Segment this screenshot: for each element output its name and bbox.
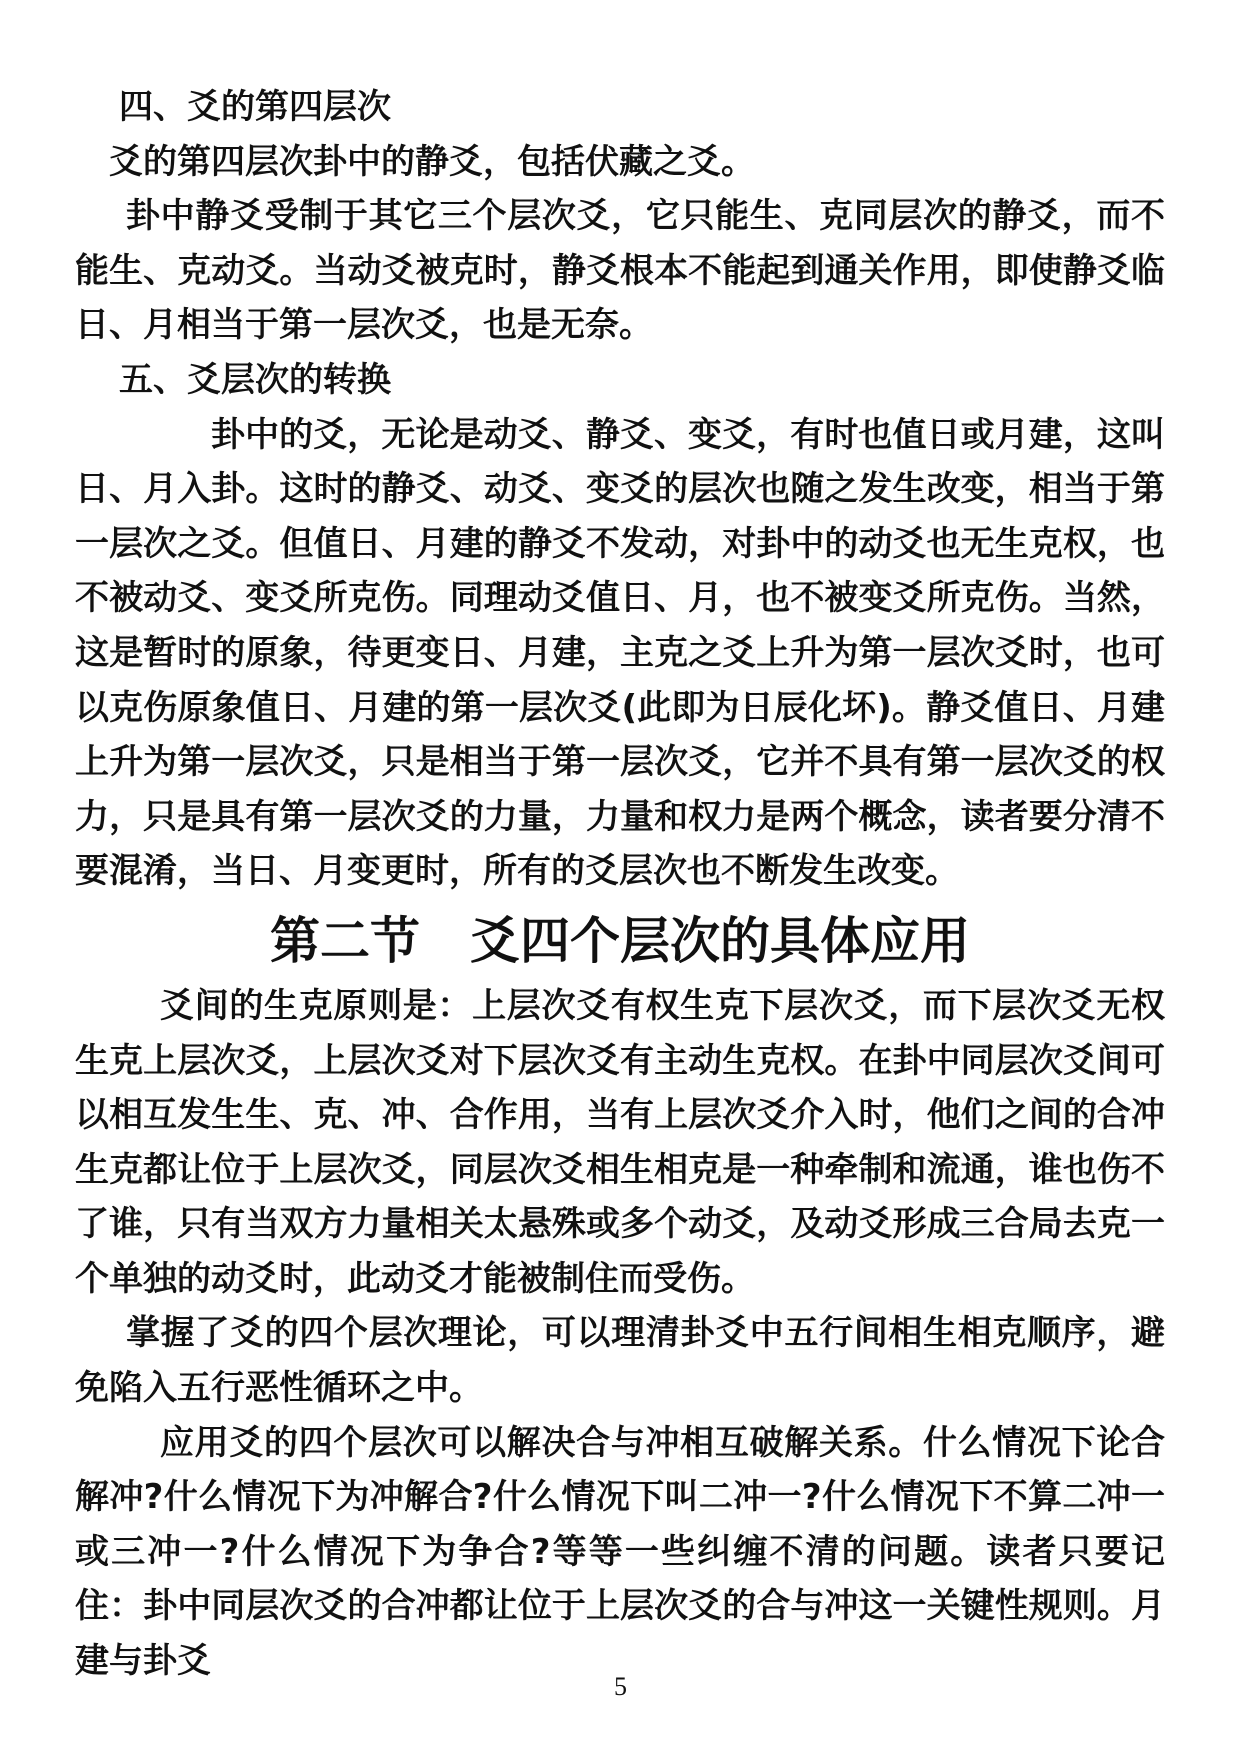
paragraph-fourth-level-definition: 爻的第四层次卦中的静爻，包括伏藏之爻。 bbox=[109, 141, 755, 182]
paragraph-combine-clash-application: 应用爻的四个层次可以解决合与冲相互破解关系。什么情况下论合解冲?什么情况下为冲解合?什么情况下叫二冲一?什么情况下不算二冲一或三冲一?什么情况下为争合?等等一些纠缠不清的问题。读者只要记住：卦中同层次爻的合冲都让位于上层次爻的合与冲这一关键性规则。月建与卦爻 bbox=[75, 1422, 1165, 1682]
document-body bbox=[75, 80, 1165, 1689]
paragraph-level-conversion: 卦中的爻，无论是动爻、静爻、变爻，有时也值日或月建，这叫日、月入卦。这时的静爻、动爻、变爻的层次也随之发生改变，相当于第一层次之爻。但值日、月建的静爻不发动，对卦中的动爻也无生克权，也不被动爻、变爻所克伤。同理动爻值日、月，也不被变爻所克伤。当然，这是暂时的原象，待更变日、月建，主克之爻上升为第一层次爻时，也可以克伤原象值日、月建的第一层次爻(此即为日辰化坏)。静爻值日、月建上升为第一层次爻，只是相当于第一层次爻，它并不具有第一层次爻的权力，只是具有第一层次爻的力量，力量和权力是两个概念，读者要分清不要混淆，当日、月变更时，所有的爻层次也不断发生改变。 bbox=[75, 414, 1165, 892]
section-title: 第二节 爻四个层次的具体应用 bbox=[270, 911, 970, 970]
subheading-level-conversion: 五、爻层次的转换 bbox=[119, 359, 391, 400]
paragraph-four-levels-theory: 掌握了爻的四个层次理论，可以理清卦爻中五行间相生相克顺序，避免陷入五行恶性循环之中。 bbox=[75, 1313, 1165, 1409]
page-number: 5 bbox=[614, 1672, 627, 1701]
paragraph-static-yao-constraint: 卦中静爻受制于其它三个层次爻，它只能生、克同层次的静爻，而不能生、克动爻。当动爻被克时，静爻根本不能起到通关作用，即使静爻临日、月相当于第一层次爻，也是无奈。 bbox=[75, 196, 1165, 346]
subheading-fourth-level: 四、爻的第四层次 bbox=[119, 87, 391, 127]
paragraph-generation-restriction-principle: 爻间的生克原则是：上层次爻有权生克下层次爻，而下层次爻无权生克上层次爻，上层次爻对下层次爻有主动生克权。在卦中同层次爻间可以相互发生生、克、冲、合作用，当有上层次爻介入时，他们之间的合冲生克都让位于上层次爻，同层次爻相生相克是一种牵制和流通，谁也伤不了谁，只有当双方力量相关太悬殊或多个动爻，及动爻形成三合局去克一个单独的动爻时，此动爻才能被制住而受伤。 bbox=[75, 985, 1165, 1299]
